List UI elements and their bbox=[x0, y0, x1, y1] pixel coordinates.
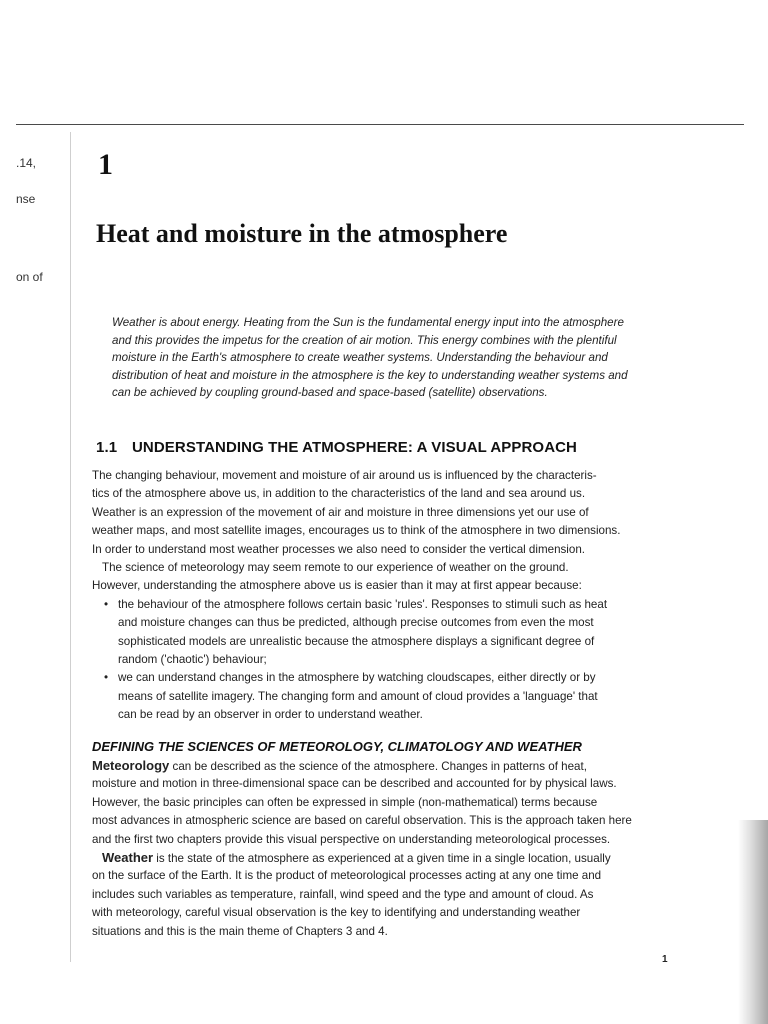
body-line: most advances in atmospheric science are based on careful observation. This is the approach taken here bbox=[92, 814, 632, 828]
page-number: 1 bbox=[662, 954, 668, 965]
bullet-marker: • bbox=[104, 597, 109, 611]
bullet-text: we can understand changes in the atmosphere by watching cloudscapes, either directly or by bbox=[118, 671, 596, 685]
body-line: The science of meteorology may seem remote to our experience of weather on the ground. bbox=[102, 560, 569, 574]
body-line: The changing behaviour, movement and moisture of air around us is influenced by the characteris- bbox=[92, 469, 597, 482]
bullet-text: the behaviour of the atmosphere follows certain basic 'rules'. Responses to stimuli such as heat bbox=[118, 597, 608, 611]
section-title: UNDERSTANDING THE ATMOSPHERE: A VISUAL APPROACH bbox=[132, 439, 577, 456]
bullet-line: sophisticated models are unrealistic because the atmosphere displays a significant degree of bbox=[118, 634, 595, 648]
margin-rule bbox=[70, 132, 71, 962]
body-line: tics of the atmosphere above us, in addition to the characteristics of the land and sea around us. bbox=[92, 487, 586, 501]
bullet-line: and moisture changes can thus be predicted, although precise outcomes from even the most bbox=[118, 616, 594, 630]
bullet-item bbox=[92, 596, 672, 614]
margin-fragment: .14, bbox=[16, 156, 37, 170]
body-line: moisture and motion in three-dimensional space can be described and accounted for by physical laws. bbox=[92, 777, 617, 791]
chapter-intro bbox=[112, 314, 660, 402]
section-number: 1.1 bbox=[96, 439, 118, 456]
definitions-body bbox=[92, 757, 672, 941]
section-body bbox=[92, 467, 672, 724]
body-text: is the state of the atmosphere as experienced at a given time in a single location, usually bbox=[153, 851, 611, 865]
section-heading bbox=[96, 439, 577, 456]
body-line: situations and this is the main theme of Chapters 3 and 4. bbox=[92, 924, 388, 938]
body-line: Weather is an expression of the movement of air and moisture in three dimensions yet our use of bbox=[92, 505, 589, 519]
bullet-marker: • bbox=[104, 671, 109, 685]
chapter-title: Heat and moisture in the atmosphere bbox=[96, 219, 508, 248]
margin-fragment: nse bbox=[16, 192, 36, 206]
body-line: on the surface of the Earth. It is the product of meteorological processes acting at any one time and bbox=[92, 869, 602, 883]
intro-line: moisture in the Earth's atmosphere to create weather systems. Understanding the behaviour and bbox=[112, 351, 608, 364]
bullet-item bbox=[92, 669, 672, 687]
bullet-line: random ('chaotic') behaviour; bbox=[118, 652, 267, 666]
body-line: includes such variables as temperature, rainfall, wind speed and the type and amount of cloud. As bbox=[92, 887, 594, 901]
intro-line: Weather is about energy. Heating from the Sun is the fundamental energy input into the atmosphere bbox=[112, 316, 624, 329]
body-line bbox=[92, 757, 672, 775]
intro-line: and this provides the impetus for the creation of air motion. This energy combines with the plentiful bbox=[112, 333, 617, 347]
intro-line: distribution of heat and moisture in the atmosphere is the key to understanding weather systems and bbox=[112, 368, 628, 382]
term-meteorology: Meteorology bbox=[92, 758, 170, 773]
body-line bbox=[92, 849, 672, 867]
bullet-line: can be read by an observer in order to understand weather. bbox=[118, 708, 423, 722]
body-line: with meteorology, careful visual observation is the key to identifying and understanding weather bbox=[92, 906, 581, 920]
subsection-heading: DEFINING THE SCIENCES OF METEOROLOGY, CLIMATOLOGY AND WEATHER bbox=[92, 739, 582, 754]
scan-edge-shadow bbox=[738, 820, 768, 1024]
header-rule bbox=[16, 124, 744, 125]
term-weather: Weather bbox=[102, 849, 154, 865]
margin-fragment: on of bbox=[16, 270, 43, 284]
body-line: However, understanding the atmosphere above us is easier than it may at first appear because: bbox=[92, 579, 582, 593]
body-line: weather maps, and most satellite images, encourages us to think of the atmosphere in two dimensions. bbox=[92, 524, 621, 538]
intro-line: can be achieved by coupling ground-based and space-based (satellite) observations. bbox=[112, 386, 548, 399]
bullet-line: means of satellite imagery. The changing form and amount of cloud provides a 'language' that bbox=[118, 689, 598, 703]
body-line: and the first two chapters provide this visual perspective on understanding meteorological processes. bbox=[92, 832, 611, 846]
body-line: In order to understand most weather processes we also need to consider the vertical dimension. bbox=[92, 542, 586, 556]
body-line: However, the basic principles can often be expressed in simple (non-mathematical) terms because bbox=[92, 795, 598, 809]
chapter-number: 1 bbox=[98, 148, 113, 181]
body-text: can be described as the science of the atmosphere. Changes in patterns of heat, bbox=[169, 760, 587, 773]
